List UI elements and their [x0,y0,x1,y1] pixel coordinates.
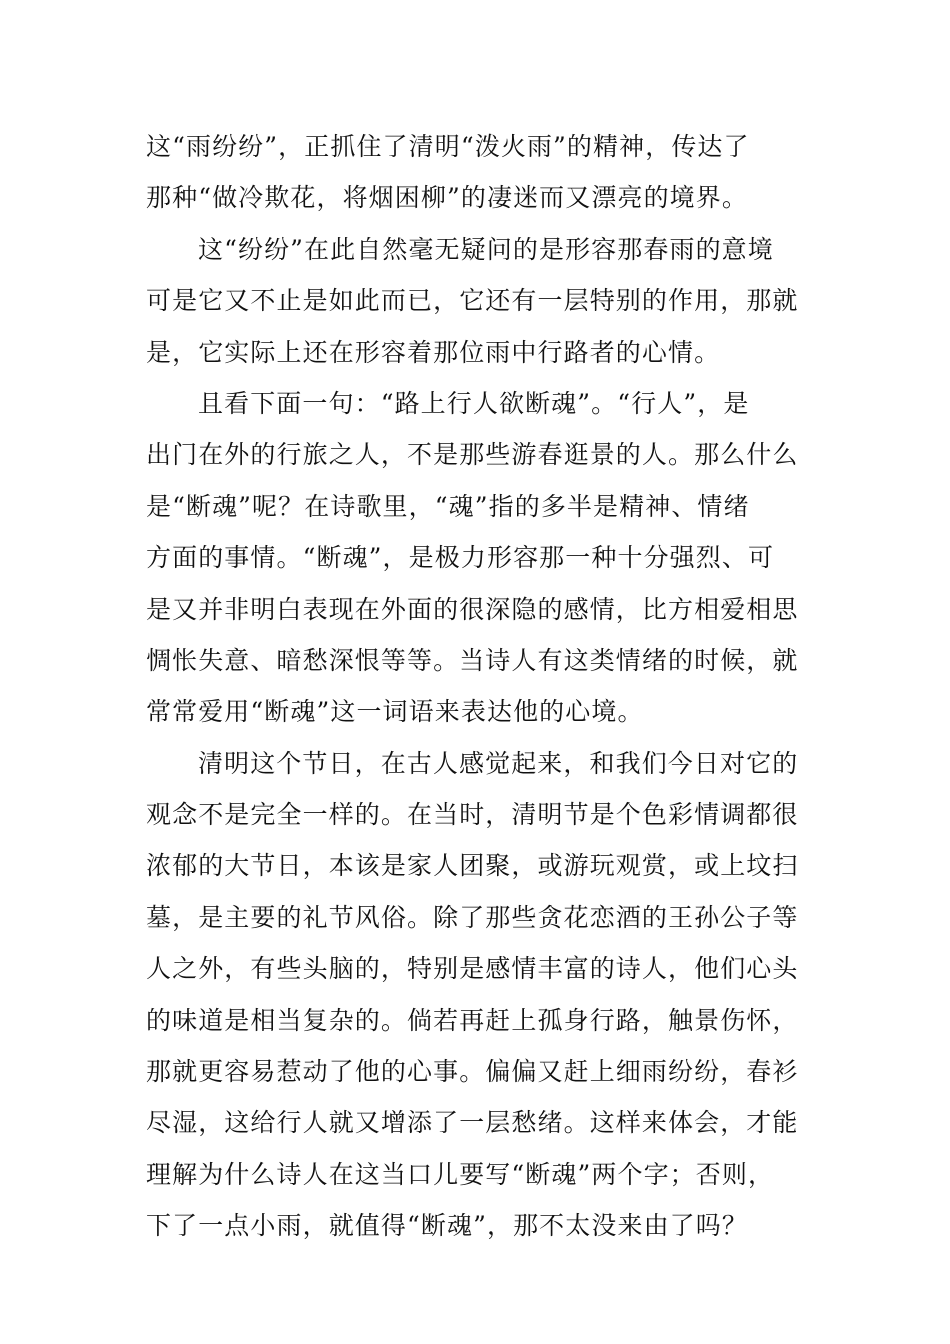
text-line: 人之外，有些头脑的，特别是感情丰富的诗人，他们心头 [146,954,799,984]
text-line: 惆怅失意、暗愁深恨等等。当诗人有这类情绪的时候，就 [146,645,799,675]
text-line: 尽湿，这给行人就又增添了一层愁绪。这样来体会，才能 [146,1108,799,1138]
text-line: 下了一点小雨，就值得“断魂”，那不太没来由了吗？ [146,1211,748,1241]
text-line: 的味道是相当复杂的。倘若再赶上孤身行路，触景伤怀， [146,1005,799,1035]
text-line: 是又并非明白表现在外面的很深隐的感情，比方相爱相思 [146,594,799,624]
body-text [146,121,806,1252]
text-line: 观念不是完全一样的。在当时，清明节是个色彩情调都很 [146,800,799,830]
text-line: 这“雨纷纷”，正抓住了清明“泼火雨”的精神，传达了 [146,132,750,161]
text-line: 这“纷纷”在此自然毫无疑问的是形容那春雨的意境 [198,234,774,264]
text-line: 那种“做冷欺花，将烟困柳”的凄迷而又漂亮的境界。 [146,183,748,213]
text-line: 常常爱用“断魂”这一词语来表达他的心境。 [146,697,644,727]
text-line: 浓郁的大节日，本该是家人团聚，或游玩观赏，或上坟扫 [146,851,799,881]
text-line: 墓，是主要的礼节风俗。除了那些贪花恋酒的王孙公子等 [146,902,799,932]
text-line: 是“断魂”呢？在诗歌里，“魂”指的多半是精神、情绪 [146,491,750,521]
text-line: 方面的事情。“断魂”，是极力形容那一种十分强烈、可 [146,543,775,573]
text-line: 那就更容易惹动了他的心事。偏偏又赶上细雨纷纷，春衫 [146,1057,799,1087]
text-line: 清明这个节日，在古人感觉起来，和我们今日对它的 [198,748,799,778]
text-line: 可是它又不止是如此而已，它还有一层特别的作用，那就 [146,286,799,316]
text-line: 是，它实际上还在形容着那位雨中行路者的心情。 [146,337,721,367]
text-line: 且看下面一句：“路上行人欲断魂”。“行人”，是 [198,388,750,418]
text-line: 理解为什么诗人在这当口儿要写“断魂”两个字；否则， [146,1159,775,1189]
text-line: 出门在外的行旅之人，不是那些游春逛景的人。那么什么 [146,440,799,470]
